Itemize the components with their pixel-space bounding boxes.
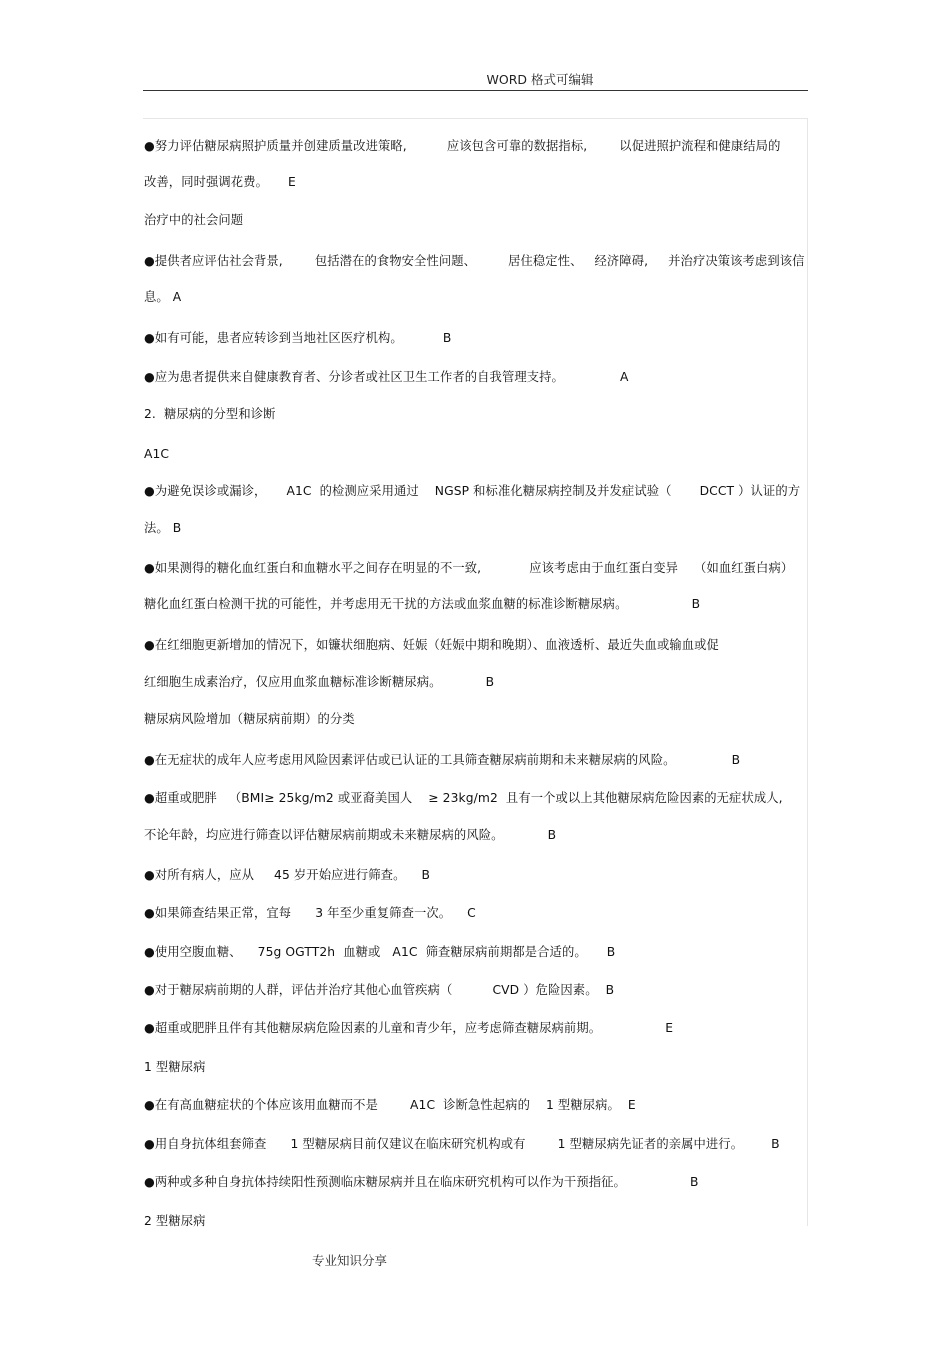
section-heading: 1 型糖尿病 (144, 1060, 206, 1074)
header-title: WORD 格式可编辑 (486, 72, 594, 87)
section-heading: 2. 糖尿病的分型和诊断 (144, 407, 276, 421)
text-line: ●为避免误诊或漏诊， A1C 的检测应采用通过 NGSP 和标准化糖尿病控制及并发症试验（ DCCT ）认证的方 (144, 484, 801, 498)
text-line: ●在红细胞更新增加的情况下，如镰状细胞病、妊娠（妊娠中期和晚期）、血液透析、最近失血或输血或促 (144, 638, 719, 652)
text-line: 改善，同时强调花费。 E (144, 175, 296, 189)
section-heading: 治疗中的社会问题 (144, 213, 244, 227)
text-line: ●用自身抗体组套筛查 1 型糖尿病目前仅建议在临床研究机构或有 1 型糖尿病先证者的亲属中进行。 B (144, 1137, 780, 1151)
section-heading: 糖尿病风险增加（糖尿病前期）的分类 (144, 712, 355, 726)
text-line: 不论年龄，均应进行筛查以评估糖尿病前期或未来糖尿病的风险。 B (144, 828, 557, 842)
text-line: ●应为患者提供来自健康教育者、分诊者或社区卫生工作者的自我管理支持。 A (144, 370, 629, 384)
text-line: ●两种或多种自身抗体持续阳性预测临床糖尿病并且在临床研究机构可以作为干预指征。 B (144, 1175, 699, 1189)
text-line: 法。 B (144, 521, 182, 535)
text-line: ●在有高血糖症状的个体应该用血糖而不是 A1C 诊断急性起病的 1 型糖尿病。 E (144, 1098, 636, 1112)
section-heading: 2 型糖尿病 (144, 1214, 206, 1228)
text-line: ●如有可能，患者应转诊到当地社区医疗机构。 B (144, 331, 452, 345)
text-line: ●对于糖尿病前期的人群，评估并治疗其他心血管疾病（ CVD ）危险因素。 B (144, 983, 615, 997)
page-header (0, 70, 950, 88)
header-divider (143, 90, 808, 91)
page-footer: 专业知识分享 (312, 1253, 388, 1268)
text-line: 糖化血红蛋白检测干扰的可能性，并考虑用无干扰的方法或血浆血糖的标准诊断糖尿病。 B (144, 597, 701, 611)
text-line: ●使用空腹血糖、 75g OGTT2h 血糖或 A1C 筛查糖尿病前期都是合适的。 B (144, 945, 616, 959)
text-line: ●提供者应评估社会背景, 包括潜在的食物安全性问题、 居住稳定性、 经济障碍, 并治疗决策该考虑到该信 (144, 254, 805, 268)
text-line: ●努力评估糖尿病照护质量并创建质量改进策略, 应该包含可靠的数据指标, 以促进照护流程和健康结局的 (144, 139, 781, 153)
section-heading: A1C (144, 447, 170, 461)
text-line: ●超重或肥胖且伴有其他糖尿病危险因素的儿童和青少年，应考虑筛查糖尿病前期。 E (144, 1021, 674, 1035)
text-line: ●如果测得的糖化血红蛋白和血糖水平之间存在明显的不一致, 应该考虑由于血红蛋白变异 （如血红蛋白病） (144, 561, 794, 575)
text-line: ●在无症状的成年人应考虑用风险因素评估或已认证的工具筛查糖尿病前期和未来糖尿病的风险。 B (144, 753, 741, 767)
text-line: 红细胞生成素治疗，仅应用血浆血糖标准诊断糖尿病。 B (144, 675, 495, 689)
content-frame-right (807, 118, 808, 1226)
text-line: ●超重或肥胖 （BMI≥ 25kg/m2 或亚裔美国人 ≥ 23kg/m2 且有一个或以上其他糖尿病危险因素的无症状成人, (144, 791, 783, 805)
content-frame-top (143, 118, 808, 119)
text-line: ●对所有病人，应从 45 岁开始应进行筛查。 B (144, 868, 431, 882)
text-line: 息。 A (144, 290, 182, 304)
text-line: ●如果筛查结果正常，宜每 3 年至少重复筛查一次。 C (144, 906, 476, 920)
